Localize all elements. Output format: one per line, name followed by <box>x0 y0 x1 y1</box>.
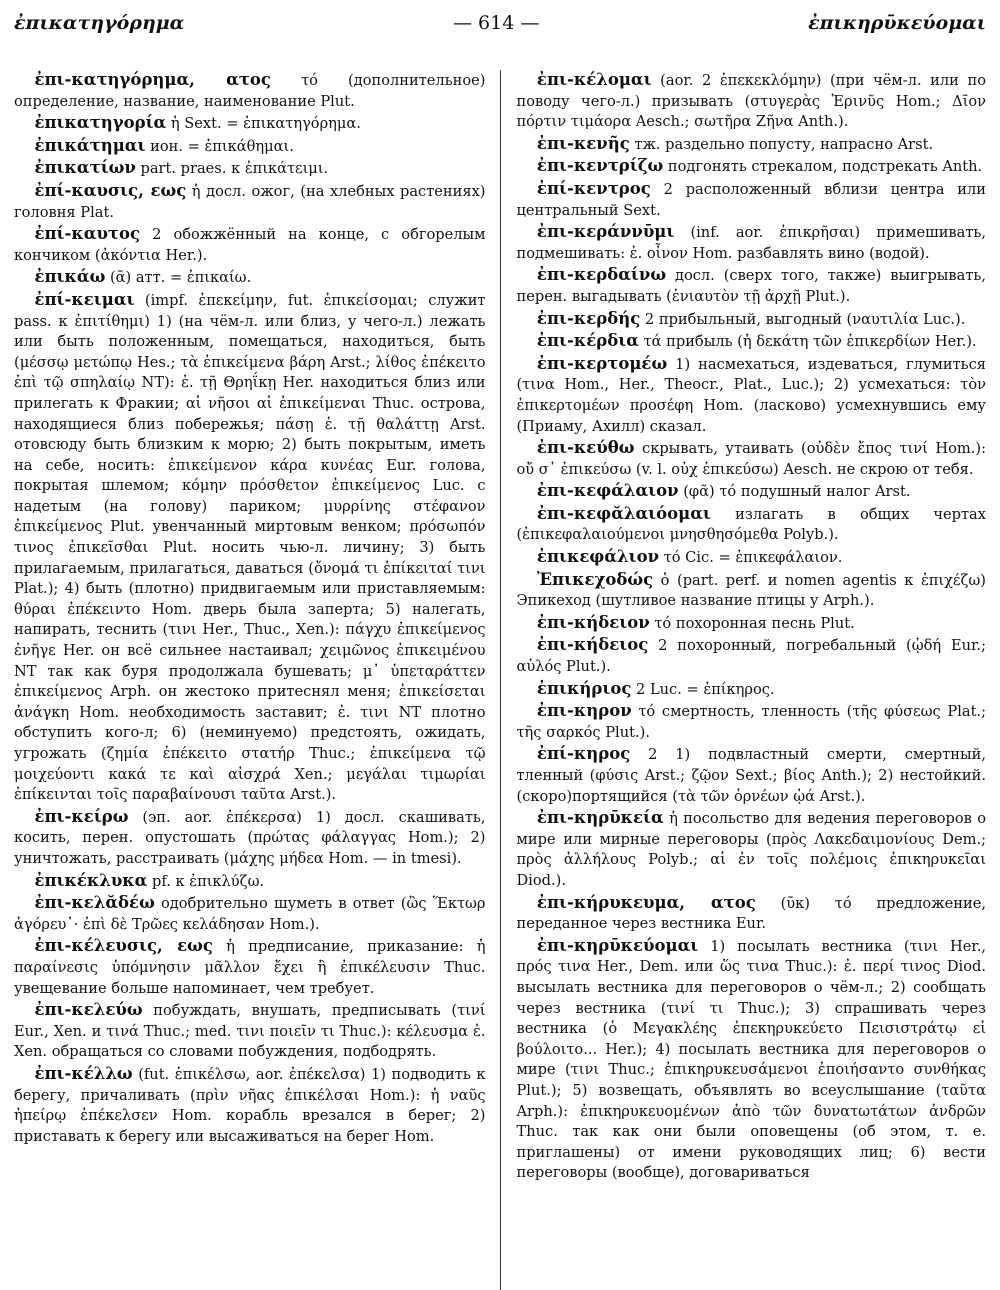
dictionary-entry <box>14 871 486 893</box>
entry-definition: (impf. ἐπεκείμην, fut. ἐπικείσομαι; служит pass. к ἐπιτίθημι) 1) (на чём-л. или близ, у чего-л.) лежать или быть положенным, помещаться, находиться, быть (μέσσῳ μετώπῳ Hes.; τὰ ἐπικείμενα βάρη Arst.; λίθος ἐπέκειτο ἐπὶ τῷ σπηλαίῳ NT): ἐ. τῇ Θρηΐκῃ Her. находиться близ или прилегать к Фракии; αἱ νῆσοι αἱ ἐπικείμεναι Thuc. острова, находящиеся близ побережья; πάσῃ ἐ. τῇ θαλάττῃ Arst. отовсюду быть близким к морю; 2) быть покрытым, иметь на себе, носить: ἐπικείμενον κάρα κυνέας Eur. голова, покрытая шлемом; κόμην πρόσθετον ἐπικείμενος Luc. с надетым (на голову) париком; μυρρίνης στέφανον ἐπικείμενος Plut. увенчанный миртовым венком; πρόσωπόν τινος ἐπικεῖσθαι Plut. носить чью-л. личину; 3) быть прилагаемым, прилагаться, даваться (ὄνομά τι ἐπίκειταί τινι Plat.); 4) быть (плотно) придвигаемым или приставляемым: θύραι ἐπέκειντο Hom. дверь была заперта; 5) налегать, напирать, теснить (τινι Her., Thuc., Xen.): πάγχυ ἐπικείμενος ἐνῆγε Her. он всё сильнее настаивал; χειμῶνος ἐπικειμένου NT так как буря продолжала бушевать; μ᾽ ὑπεταράττεν ἐπικείμενος Arph. он жестоко притеснял меня; ἐπικείσεται ἀνάγκη Hom. необходимость заставит; ἐ. τινι NT плотно обступить кого-л; 6) (неминуемо) предстоять, ожидать, угрожать (ζημία ἐπέκειτο στατήρ Thuc.; ἐπικείμενα τῷ μοιχεύοντι κακά τε καὶ αἰσχρά Xen.; μεγάλαι τιμωρίαι ἐπίκεινται τοῖς παραβαίνουσι ταῦτα Arst.). <box>14 291 486 804</box>
dictionary-entry <box>14 113 486 135</box>
entry-definition: (fut. ἐπικέλσω, aor. ἐπέκελσα) 1) подводить к берегу, причаливать (πρὶν νῆας ἐπικέλσαι Hom.): ἡ ναῦς ἠπείρῳ ἐπέκελσεν Hom. корабль врезался в берег; 2) приставать к берегу или высаживаться на берег Hom. <box>14 1065 486 1145</box>
entry-headword: ἐπί-καυτος <box>34 224 141 244</box>
header-right-guideword: ἐπικηρῡκεύομαι <box>808 12 986 34</box>
entry-headword: ἐπι-κατηγόρημα, ατος <box>34 70 271 89</box>
entry-definition: ἡ Sext. = ἐπικατηγόρημα. <box>166 115 361 133</box>
entry-definition: излагать в общих чертах (ἐπικεφαλαιούμενοι μνησθησόμεθα Polyb.). <box>516 505 986 544</box>
entry-headword: ἐπι-κερδαίνω <box>536 265 667 285</box>
right-column <box>506 70 986 1290</box>
entry-headword: ἐπί-κειμαι <box>34 289 135 309</box>
dictionary-entry <box>14 290 486 806</box>
dictionary-entry <box>516 222 986 264</box>
entry-definition: (эп. aor. ἐπέκερσα) 1) досл. скашивать, косить, перен. опустошать (πρώτας φάλαγγας Hom.); 2) уничтожать, расстраивать (μάχης μήδεα Hom. — in tmesi). <box>14 808 486 867</box>
dictionary-entry <box>14 893 486 935</box>
entry-headword: ἐπι-κεντρίζω <box>536 156 664 176</box>
dictionary-entry <box>516 504 986 546</box>
dictionary-entry <box>14 158 486 180</box>
entry-definition: досл. (сверх того, также) выигрывать, перен. выгадывать (ἐνιαυτὸν τῇ ἀρχῇ Plut.). <box>516 267 986 305</box>
page-header <box>14 12 986 52</box>
columns <box>14 70 986 1290</box>
entry-definition: ἡ досл. ожог, (на хлебных растениях) головня Plat. <box>14 182 486 221</box>
dictionary-entry <box>516 179 986 221</box>
entry-definition: (inf. aor. ἐπικρῆσαι) примешивать, подмешивать: ἐ. οἶνον Hom. разбавлять вино (водой). <box>516 224 986 262</box>
entry-definition: побуждать, внушать, предписывать (τινί Eur., Xen. и τινά Thuc.; med. τινι ποιεῖν τι Thuc.): κέλευσμα ἐ. Xen. обращаться со словами побуждения, подбодрять. <box>14 1002 486 1061</box>
entry-headword: ἐπι-κελᾰδέω <box>34 893 155 913</box>
dictionary-entry <box>516 265 986 307</box>
entry-headword: ἐπικάτημαι <box>34 135 146 155</box>
dictionary-entry <box>516 635 986 677</box>
dictionary-entry <box>516 331 986 353</box>
entry-headword: ἐπι-κενῆς <box>536 133 630 153</box>
entry-definition: 2 похоронный, погребальный (ᾠδή Eur.; αὐλός Plut.). <box>516 637 986 676</box>
entry-headword: ἐπι-κελεύω <box>34 1000 143 1020</box>
entry-headword: ἐπικάω <box>34 267 106 287</box>
entry-definition: подгонять стрекалом, подстрекать Anth. <box>663 158 983 176</box>
entry-headword: ἐπι-κερτομέω <box>536 353 668 373</box>
dictionary-entry <box>516 893 986 935</box>
entry-headword: ἐπι-κεφάλαιον <box>536 481 679 501</box>
entry-definition: pf. к ἐπικλύζω. <box>147 872 265 890</box>
entry-headword: ἐπι-κείρω <box>34 806 129 826</box>
entry-headword: ἐπι-κέλευσις, εως <box>34 936 213 956</box>
entry-definition: 1) посылать вестника (τινι Her., πρός τινα Her., Dem. или ὥς τινα Thuc.): ἐ. περί τινος Diod. высылать вестника для переговоров о чём-л.; 2) сообщать через вестника (τινί τι Thuc.); 3) спрашивать через вестника (ὁ Μεγακλέης ἐπεκηρυκεύετο Πεισιστράτῳ εἰ βούλοιτο... Her.); 4) посылать вестника для переговоров о мире (τινι Thuc.; ἐπικηρυκευσάμενοι ἐποιήσαντο συνθήκας Plut.); 5) возвещать, объявлять во всеуслышание (ταῦτα Arph.): ἐπικηρυκευομένων ἀπὸ τῶν δυνατωτάτων ἀνδρῶν Thuc. так как они были оповещены (об этом, т. е. приглашены) от имени руководящих лиц; 6) вести переговоры (вообще), договариваться <box>516 937 986 1182</box>
dictionary-entry <box>516 70 986 133</box>
entry-headword: ἐπι-κηρῡκεία <box>536 808 664 828</box>
entry-headword: ἐπι-κήδειον <box>536 612 650 632</box>
entry-definition: тж. раздельно попусту, напрасно Arst. <box>629 135 934 153</box>
dictionary-entry <box>516 481 986 503</box>
entry-definition: 1) насмехаться, издеваться, глумиться (τινα Hom., Her., Theocr., Plat., Luc.); 2) усмехаться: τὸν ἐπικερτομέων προσέφη Hom. (ласково) усмехнувшись ему (Приаму, Ахилл) сказал. <box>516 355 986 435</box>
page-number: — 614 — <box>453 12 540 34</box>
header-left-guideword: ἐπικατηγόρημα <box>14 12 185 34</box>
entry-headword: ἐπι-κέλλω <box>34 1063 133 1083</box>
dictionary-entry <box>516 309 986 331</box>
entry-headword: ἐπι-κεύθω <box>536 438 635 458</box>
dictionary-entry <box>516 156 986 178</box>
entry-definition: (φᾶ) τό подушный налог Arst. <box>678 483 911 501</box>
dictionary-entry <box>14 936 486 999</box>
entry-definition: (ῡκ) τό предложение, переданное через вестника Eur. <box>516 894 986 933</box>
dictionary-entry <box>516 808 986 891</box>
dictionary-entry <box>14 181 486 223</box>
entry-headword: ἐπι-κηρῡκεύομαι <box>536 935 699 955</box>
entry-headword: ἐπί-κεντρος <box>536 178 651 198</box>
entry-definition: ἡ предписание, приказание: ἡ παραίνεσις ὑπόμνησιν μᾶλλον ἔχει ἢ ἐπικέλευσιν Thuc. увещевание больше напоминает, чем требует. <box>14 938 486 997</box>
entry-definition: скрывать, утаивать (οὐδὲν ἔπος τινί Hom.): οὔ σ᾽ ἐπικεύσω (v. l. οὐχ ἐπικεύσω) Aesch. не скрою от тебя. <box>516 440 986 478</box>
entry-headword: ἐπι-κεφᾰλαιόομαι <box>536 503 711 523</box>
entry-definition: 2 обожжённый на конце, с обгорелым кончиком (ἀκόντια Her.). <box>14 226 486 264</box>
entry-headword: ἐπι-κέλομαι <box>536 70 652 89</box>
entry-headword: ἐπί-καυσις, εως <box>34 180 187 200</box>
dictionary-entry <box>516 701 986 743</box>
entry-definition: (ᾱ) атт. = ἐπικαίω. <box>105 269 252 287</box>
entry-headword: ἐπι-κερδής <box>536 308 641 328</box>
entry-definition: одобрительно шуметь в ответ (ὣς Ἕκτωρ ἀγόρευ᾽· ἐπὶ δὲ Τρῶες κελάδησαν Hom.). <box>14 895 486 933</box>
entry-headword: ἐπι-κεράννῡμι <box>536 222 675 242</box>
entry-definition: τό Cic. = ἐπικεφάλαιον. <box>659 549 843 567</box>
dictionary-entry <box>14 224 486 266</box>
dictionary-entry <box>516 354 986 437</box>
entry-headword: ἐπι-κηρον <box>536 701 632 721</box>
entry-headword: ἐπί-κηρος <box>536 744 631 764</box>
dictionary-entry <box>516 613 986 635</box>
dictionary-entry <box>14 807 486 870</box>
entry-headword: ἐπικατίων <box>34 158 136 178</box>
entry-headword: ἐπικέκλυκα <box>34 870 148 890</box>
entry-definition: ион. = ἐπικάθημαι. <box>145 137 294 155</box>
entry-definition: 2 расположенный вблизи центра или центральный Sext. <box>516 180 986 219</box>
dictionary-entry <box>14 1000 486 1063</box>
entry-definition: τό смертность, тленность (τῆς φύσεως Plat.; τῆς σαρκός Plut.). <box>516 703 986 741</box>
dictionary-entry <box>516 744 986 807</box>
entry-headword: ἐπι-κέρδια <box>536 331 639 351</box>
dictionary-entry <box>14 267 486 289</box>
entry-definition: 2 Luc. = ἐπίκηρος. <box>631 680 775 698</box>
dictionary-entry <box>516 438 986 480</box>
dictionary-entry <box>516 134 986 156</box>
entry-definition: ὁ (part. perf. и nomen agentis к ἐπιχέζω) Эпикеход (шутливое название птицы у Arph.). <box>516 571 986 610</box>
entry-definition: τό (дополнительное) определение, название, наименование Plut. <box>14 72 486 110</box>
entry-definition: ἡ посольство для ведения переговоров о мире или мирные переговоры (πρὸς Λακεδαιμονίους Dem.; πρὸς ἀλλήλους Polyb.; αἱ ἐν τοῖς πολέμοις ἐπικηρυκεῖαι Diod.). <box>516 810 986 889</box>
left-column <box>14 70 494 1290</box>
entry-definition: 2 1) подвластный смерти, смертный, тленный (φύσις Arst.; ζῷον Sext.; βίος Anth.); 2) нестойкий. (скоро)портящийся (τὰ τῶν ὀρνέων ᾠά Arst.). <box>516 746 986 805</box>
dictionary-entry <box>14 136 486 158</box>
entry-headword: ἐπικεφάλιον <box>536 547 660 567</box>
entry-headword: ἐπικήριος <box>536 678 632 698</box>
entry-definition: part. praes. к ἐπικάτειμι. <box>135 160 329 178</box>
entry-headword: Ἐπικεχοδώς <box>536 569 654 589</box>
entry-headword: ἐπικατηγορία <box>34 113 167 133</box>
dictionary-entry <box>516 679 986 701</box>
dictionary-entry <box>516 547 986 569</box>
dictionary-entry <box>14 1064 486 1147</box>
entry-definition: (aor. 2 ἐπεκεκλόμην) (при чём-л. или по поводу чего-л.) призывать (στυγερὰς Ἐρινῦς Hom.; Δῖον πόρτιν τιμάορα Aesch.; σωτῆρα Ζῆνα Anth.). <box>516 72 986 131</box>
entry-headword: ἐπι-κήρυκευμα, ατος <box>536 892 756 912</box>
entry-headword: ἐπι-κήδειος <box>536 635 649 655</box>
entry-definition: 2 прибыльный, выгодный (ναυτιλία Luc.). <box>640 310 966 328</box>
entry-definition: τά прибыль (ἡ δεκάτη τῶν ἐπικερδίων Her.). <box>638 333 977 351</box>
dictionary-entry <box>516 570 986 612</box>
entry-definition: τό похоронная песнь Plut. <box>649 614 855 632</box>
dictionary-entry <box>516 936 986 1184</box>
dictionary-entry <box>14 70 486 112</box>
column-divider <box>500 70 501 1290</box>
